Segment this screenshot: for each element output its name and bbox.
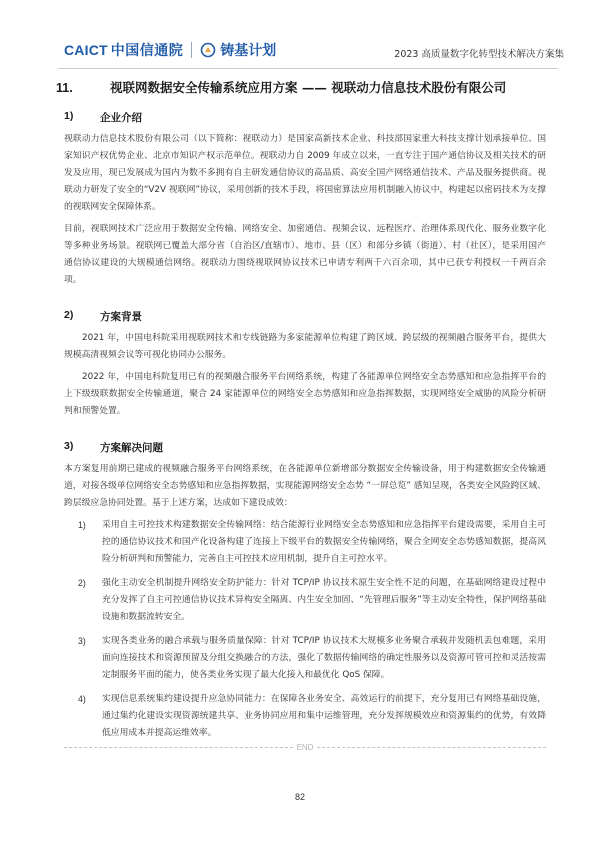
- list-item-number: 3): [78, 636, 86, 646]
- paragraph: 本方案复用前期已建成的视频融合服务平台网络系统，在各能源单位新增部分数据安全传输设备，用于构建数据安全传输通道，对接各级单位网络安全态势感知和应急指挥数据，实现能源网络安全态势 “一屏总览” 感知呈现，各类安全风险跨区域、跨层级应急协同处置。基于上述方案，达成如下建设成效：: [64, 464, 546, 508]
- end-dash-left: [64, 747, 293, 748]
- page-content: [56, 78, 546, 749]
- subsection-title: 方案解决问题: [100, 442, 163, 454]
- section-title: 视联网数据安全传输系统应用方案 —— 视联动力信息技术股份有限公司: [110, 80, 507, 95]
- subsection-number: 2): [64, 309, 74, 321]
- list-item: [64, 691, 546, 742]
- section-heading: [56, 78, 546, 96]
- list-item: [64, 517, 546, 568]
- subsection-background: [64, 309, 546, 420]
- plan-logo-icon: [200, 42, 216, 58]
- subsection-number: 1): [64, 110, 74, 122]
- list-item-text: 强化主动安全机制提升网络安全防护能力：针对 TCP/IP 协议技术原生安全性不足的问题，在基础网络建设过程中充分发挥了自主可控通信协议技术异构安全隔离、内生安全加固、“先管理后服务”等主动安全特性，保护网络基础设施和数据流转安全。: [102, 578, 546, 622]
- org-logo-text: 中国信通院: [110, 43, 184, 59]
- page-number: 82: [294, 792, 305, 802]
- page-header: [0, 0, 600, 70]
- outcome-list: [64, 517, 546, 742]
- list-item-text: 采用自主可控技术构建数据安全传输网络：结合能源行业网络安全态势感知和应急指挥平台建设需要，采用自主可控的通信协议技术和国产化设备构建了连接上下级平台的数据安全传输网络，聚合全网安全态势感知数据，提高风险分析研判和预警能力，完善自主可控技术应用机制，提升自主可控水平。: [102, 520, 546, 564]
- paragraph: 2022 年，中国电科院复用已有的视频融合服务平台网络系统，构建了各能源单位网络安全态势感知和应急指挥平台的上下级级联数据安全传输通道，聚合 24 家能源单位的网络安全态势感知和应急指挥数据，实现网络安全威胁的风险分析研判和预警处置。: [64, 372, 546, 416]
- list-item-text: 实现信息系统集约建设提升应急协同能力：在保障各业务安全、高效运行的前提下，充分复用已有网络基础设施，通过集约化建设实现资源统建共享、业务协同应用和集中运维管理，充分发挥规模效应和资源集约的优势，有效降低应用成本并提高运维效率。: [102, 694, 546, 738]
- end-dash-right: [317, 747, 546, 748]
- end-text: END: [296, 743, 314, 752]
- section-number: 11.: [56, 81, 73, 95]
- subsection-company-intro: [64, 110, 546, 289]
- logo-separator: [191, 42, 192, 58]
- list-item: [64, 633, 546, 684]
- subsection-heading: [64, 309, 546, 324]
- end-marker: [64, 743, 546, 752]
- paragraph: 2021 年，中国电科院采用视联网技术和专线链路为多家能源单位构建了跨区域、跨层级的视频融合服务平台，提供大规模高清视频会议等可视化协同办公服务。: [64, 333, 546, 360]
- list-item-number: 4): [78, 694, 86, 704]
- header-logo: [64, 40, 276, 60]
- list-item: [64, 575, 546, 626]
- subsection-problems-solved: [64, 440, 546, 742]
- subsection-heading: [64, 440, 546, 455]
- subsection-number: 3): [64, 440, 74, 452]
- list-item-number: 2): [78, 578, 86, 588]
- header-divider: [58, 68, 558, 69]
- list-item-text: 实现各类业务的融合承载与服务质量保障：针对 TCP/IP 协议技术大规模多业务聚合承载并发随机丢包难题，采用面向连接技术和资源预留及分组交换融合的方法，强化了数据传输网络的确定性服务以及资源可管可控和灵活按需定制服务平面的能力，使各类业务实现了最大化接入和最优化 QoS 保障。: [102, 636, 546, 680]
- paragraph: 视联动力信息技术股份有限公司（以下简称：视联动力）是国家高新技术企业、科技部国家重大科技支撑计划承接单位、国家知识产权优势企业、北京市知识产权示范单位。视联动力自 2009 年成立以来，一直专注于国产通信协议及相关技术的研发及应用，现已发展成为国内为数不多拥有自主研发通信协议的高品质、高安全国产网络通信技术、产品及服务提供商。视联动力研发了安全的“V2V 视联网”协议，采用创新的技术手段，将国密算法应用机制融入协议中，构建起以密码技术为支撑的视联网安全保障体系。: [64, 134, 546, 212]
- paragraph: 目前，视联网技术广泛应用于数据安全传输、网络安全、加密通信、视频会议、远程医疗、治理体系现代化、服务业数字化等多种业务场景。视联网已覆盖大部分省（自治区/直辖市）、地市、县（区）和部分乡镇（街道）、村（社区），是采用国产通信协议建设的大规模通信网络。视联动力围绕视联网协议技术已申请专利两千六百余项，其中已获专利授权一千两百余项。: [64, 224, 546, 285]
- document-title: 2023 高质量数字化转型技术解决方案集: [394, 49, 564, 60]
- subsection-title: 方案背景: [100, 311, 142, 323]
- list-item-number: 1): [78, 520, 86, 530]
- subsection-heading: [64, 110, 546, 125]
- plan-logo-text: 铸基计划: [220, 43, 277, 59]
- caict-logo-text: CAICT: [64, 42, 108, 58]
- subsection-title: 企业介绍: [100, 112, 142, 124]
